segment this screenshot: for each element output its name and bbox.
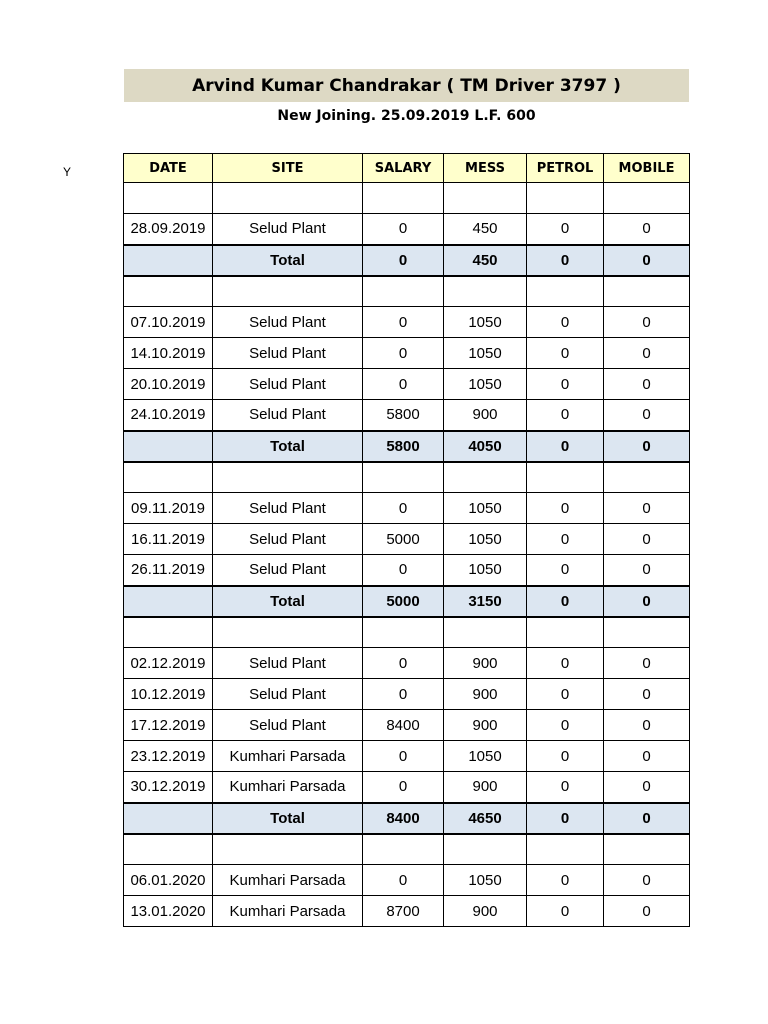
petrol-cell[interactable]: 0 — [527, 214, 604, 245]
date-cell[interactable]: 24.10.2019 — [124, 400, 213, 431]
table-row — [124, 493, 690, 524]
total-mess-cell[interactable]: 4650 — [444, 803, 527, 834]
petrol-cell[interactable]: 0 — [527, 741, 604, 772]
date-cell[interactable]: 14.10.2019 — [124, 338, 213, 369]
mobile-cell[interactable]: 0 — [604, 555, 690, 586]
total-petrol-cell[interactable]: 0 — [527, 431, 604, 462]
empty-cell[interactable] — [124, 834, 213, 865]
mobile-cell[interactable]: 0 — [604, 710, 690, 741]
empty-cell[interactable] — [363, 183, 444, 214]
empty-cell[interactable] — [527, 276, 604, 307]
table-row — [124, 524, 690, 555]
blank-row — [124, 617, 690, 648]
petrol-cell[interactable]: 0 — [527, 710, 604, 741]
date-cell[interactable]: 23.12.2019 — [124, 741, 213, 772]
salary-cell[interactable]: 0 — [363, 307, 444, 338]
site-cell[interactable]: Selud Plant — [213, 648, 363, 679]
blank-row — [124, 834, 690, 865]
petrol-cell[interactable]: 0 — [527, 400, 604, 431]
table-row — [124, 400, 690, 431]
table-row — [124, 214, 690, 245]
date-cell[interactable]: 30.12.2019 — [124, 772, 213, 803]
site-cell[interactable]: Selud Plant — [213, 214, 363, 245]
table-row — [124, 338, 690, 369]
column-header-mess: MESS — [444, 154, 527, 183]
salary-cell[interactable]: 0 — [363, 772, 444, 803]
petrol-cell[interactable]: 0 — [527, 896, 604, 927]
date-cell[interactable]: 06.01.2020 — [124, 865, 213, 896]
mess-cell[interactable]: 1050 — [444, 307, 527, 338]
total-mess-cell[interactable]: 450 — [444, 245, 527, 276]
petrol-cell[interactable]: 0 — [527, 338, 604, 369]
empty-cell[interactable] — [527, 462, 604, 493]
total-mobile-cell[interactable]: 0 — [604, 431, 690, 462]
blank-row — [124, 462, 690, 493]
mess-cell[interactable]: 900 — [444, 710, 527, 741]
mess-cell[interactable]: 900 — [444, 400, 527, 431]
petrol-cell[interactable]: 0 — [527, 679, 604, 710]
mobile-cell[interactable]: 0 — [604, 896, 690, 927]
mess-cell[interactable]: 900 — [444, 772, 527, 803]
total-date-cell[interactable] — [124, 803, 213, 834]
petrol-cell[interactable]: 0 — [527, 772, 604, 803]
date-cell[interactable]: 10.12.2019 — [124, 679, 213, 710]
total-label-cell[interactable]: Total — [213, 431, 363, 462]
empty-cell[interactable] — [124, 276, 213, 307]
blank-row — [124, 183, 690, 214]
empty-cell[interactable] — [124, 617, 213, 648]
sheet-title: Arvind Kumar Chandrakar ( TM Driver 3797 ) — [124, 69, 689, 102]
empty-cell[interactable] — [213, 462, 363, 493]
date-cell[interactable]: 17.12.2019 — [124, 710, 213, 741]
mess-cell[interactable]: 1050 — [444, 338, 527, 369]
table-row — [124, 648, 690, 679]
table-row — [124, 772, 690, 803]
column-header-salary: SALARY — [363, 154, 444, 183]
table-row — [124, 369, 690, 400]
site-cell[interactable]: Kumhari Parsada — [213, 896, 363, 927]
total-label-cell[interactable]: Total — [213, 586, 363, 617]
empty-cell[interactable] — [363, 276, 444, 307]
total-label-cell[interactable]: Total — [213, 245, 363, 276]
petrol-cell[interactable]: 0 — [527, 493, 604, 524]
total-petrol-cell[interactable]: 0 — [527, 586, 604, 617]
date-cell[interactable]: 20.10.2019 — [124, 369, 213, 400]
mess-cell[interactable]: 1050 — [444, 555, 527, 586]
table-row — [124, 555, 690, 586]
empty-cell[interactable] — [527, 834, 604, 865]
side-mark: Y — [63, 165, 72, 179]
empty-cell[interactable] — [527, 617, 604, 648]
site-cell[interactable]: Kumhari Parsada — [213, 865, 363, 896]
mess-cell[interactable]: 1050 — [444, 741, 527, 772]
header-row — [124, 154, 690, 183]
date-cell[interactable]: 07.10.2019 — [124, 307, 213, 338]
mess-cell[interactable]: 900 — [444, 896, 527, 927]
table-row — [124, 896, 690, 927]
empty-cell[interactable] — [444, 617, 527, 648]
column-header-site: SITE — [213, 154, 363, 183]
mess-cell[interactable]: 1050 — [444, 493, 527, 524]
salary-cell[interactable]: 0 — [363, 369, 444, 400]
mobile-cell[interactable]: 0 — [604, 524, 690, 555]
site-cell[interactable]: Selud Plant — [213, 679, 363, 710]
table-row — [124, 710, 690, 741]
total-mobile-cell[interactable]: 0 — [604, 245, 690, 276]
total-petrol-cell[interactable]: 0 — [527, 803, 604, 834]
salary-cell[interactable]: 5000 — [363, 524, 444, 555]
mess-cell[interactable]: 1050 — [444, 369, 527, 400]
date-cell[interactable]: 13.01.2020 — [124, 896, 213, 927]
total-date-cell[interactable] — [124, 245, 213, 276]
sheet-subtitle: New Joining. 25.09.2019 L.F. 600 — [277, 108, 536, 124]
mess-cell[interactable]: 1050 — [444, 524, 527, 555]
empty-cell[interactable] — [604, 617, 690, 648]
mess-cell[interactable]: 900 — [444, 679, 527, 710]
date-cell[interactable]: 26.11.2019 — [124, 555, 213, 586]
site-cell[interactable]: Selud Plant — [213, 555, 363, 586]
empty-cell[interactable] — [213, 617, 363, 648]
salary-cell[interactable]: 0 — [363, 865, 444, 896]
mobile-cell[interactable]: 0 — [604, 679, 690, 710]
date-cell[interactable]: 16.11.2019 — [124, 524, 213, 555]
site-cell[interactable]: Selud Plant — [213, 400, 363, 431]
empty-cell[interactable] — [213, 276, 363, 307]
site-cell[interactable]: Selud Plant — [213, 369, 363, 400]
total-mess-cell[interactable]: 4050 — [444, 431, 527, 462]
empty-cell[interactable] — [604, 276, 690, 307]
mobile-cell[interactable]: 0 — [604, 772, 690, 803]
site-cell[interactable]: Selud Plant — [213, 307, 363, 338]
empty-cell[interactable] — [444, 183, 527, 214]
column-header-mobile: MOBILE — [604, 154, 690, 183]
salary-cell[interactable]: 0 — [363, 648, 444, 679]
site-cell[interactable]: Selud Plant — [213, 710, 363, 741]
total-salary-cell[interactable]: 8400 — [363, 803, 444, 834]
total-row — [124, 245, 690, 276]
site-cell[interactable]: Selud Plant — [213, 493, 363, 524]
petrol-cell[interactable]: 0 — [527, 865, 604, 896]
table-row — [124, 865, 690, 896]
empty-cell[interactable] — [444, 276, 527, 307]
empty-cell[interactable] — [604, 183, 690, 214]
site-cell[interactable]: Selud Plant — [213, 338, 363, 369]
date-cell[interactable]: 09.11.2019 — [124, 493, 213, 524]
petrol-cell[interactable]: 0 — [527, 524, 604, 555]
empty-cell[interactable] — [213, 834, 363, 865]
empty-cell[interactable] — [604, 834, 690, 865]
total-row — [124, 586, 690, 617]
petrol-cell[interactable]: 0 — [527, 369, 604, 400]
mess-cell[interactable]: 1050 — [444, 865, 527, 896]
empty-cell[interactable] — [124, 462, 213, 493]
mobile-cell[interactable]: 0 — [604, 400, 690, 431]
salary-cell[interactable]: 0 — [363, 741, 444, 772]
empty-cell[interactable] — [213, 183, 363, 214]
mobile-cell[interactable]: 0 — [604, 648, 690, 679]
date-cell[interactable]: 02.12.2019 — [124, 648, 213, 679]
salary-cell[interactable]: 0 — [363, 679, 444, 710]
mess-cell[interactable]: 900 — [444, 648, 527, 679]
column-header-date: DATE — [124, 154, 213, 183]
mobile-cell[interactable]: 0 — [604, 369, 690, 400]
empty-cell[interactable] — [604, 462, 690, 493]
mobile-cell[interactable]: 0 — [604, 338, 690, 369]
site-cell[interactable]: Kumhari Parsada — [213, 772, 363, 803]
column-header-petrol: PETROL — [527, 154, 604, 183]
date-cell[interactable]: 28.09.2019 — [124, 214, 213, 245]
petrol-cell[interactable]: 0 — [527, 307, 604, 338]
empty-cell[interactable] — [124, 183, 213, 214]
mobile-cell[interactable]: 0 — [604, 214, 690, 245]
empty-cell[interactable] — [444, 462, 527, 493]
total-mobile-cell[interactable]: 0 — [604, 803, 690, 834]
mobile-cell[interactable]: 0 — [604, 741, 690, 772]
salary-cell[interactable]: 0 — [363, 555, 444, 586]
salary-cell[interactable]: 0 — [363, 214, 444, 245]
blank-row — [124, 276, 690, 307]
total-row — [124, 431, 690, 462]
total-row — [124, 803, 690, 834]
total-date-cell[interactable] — [124, 431, 213, 462]
petrol-cell[interactable]: 0 — [527, 648, 604, 679]
total-label-cell[interactable]: Total — [213, 803, 363, 834]
table-row — [124, 679, 690, 710]
table-row — [124, 307, 690, 338]
petrol-cell[interactable]: 0 — [527, 555, 604, 586]
total-date-cell[interactable] — [124, 586, 213, 617]
site-cell[interactable]: Kumhari Parsada — [213, 741, 363, 772]
total-petrol-cell[interactable]: 0 — [527, 245, 604, 276]
mobile-cell[interactable]: 0 — [604, 307, 690, 338]
salary-cell[interactable]: 8400 — [363, 710, 444, 741]
mobile-cell[interactable]: 0 — [604, 493, 690, 524]
site-cell[interactable]: Selud Plant — [213, 524, 363, 555]
total-salary-cell[interactable]: 5800 — [363, 431, 444, 462]
table-row — [124, 741, 690, 772]
mess-cell[interactable]: 450 — [444, 214, 527, 245]
empty-cell[interactable] — [527, 183, 604, 214]
total-mobile-cell[interactable]: 0 — [604, 586, 690, 617]
ledger-table — [123, 153, 690, 927]
empty-cell[interactable] — [363, 617, 444, 648]
total-mess-cell[interactable]: 3150 — [444, 586, 527, 617]
empty-cell[interactable] — [363, 462, 444, 493]
salary-cell[interactable]: 0 — [363, 493, 444, 524]
empty-cell[interactable] — [363, 834, 444, 865]
empty-cell[interactable] — [444, 834, 527, 865]
salary-cell[interactable]: 8700 — [363, 896, 444, 927]
total-salary-cell[interactable]: 0 — [363, 245, 444, 276]
mobile-cell[interactable]: 0 — [604, 865, 690, 896]
salary-cell[interactable]: 0 — [363, 338, 444, 369]
total-salary-cell[interactable]: 5000 — [363, 586, 444, 617]
salary-cell[interactable]: 5800 — [363, 400, 444, 431]
